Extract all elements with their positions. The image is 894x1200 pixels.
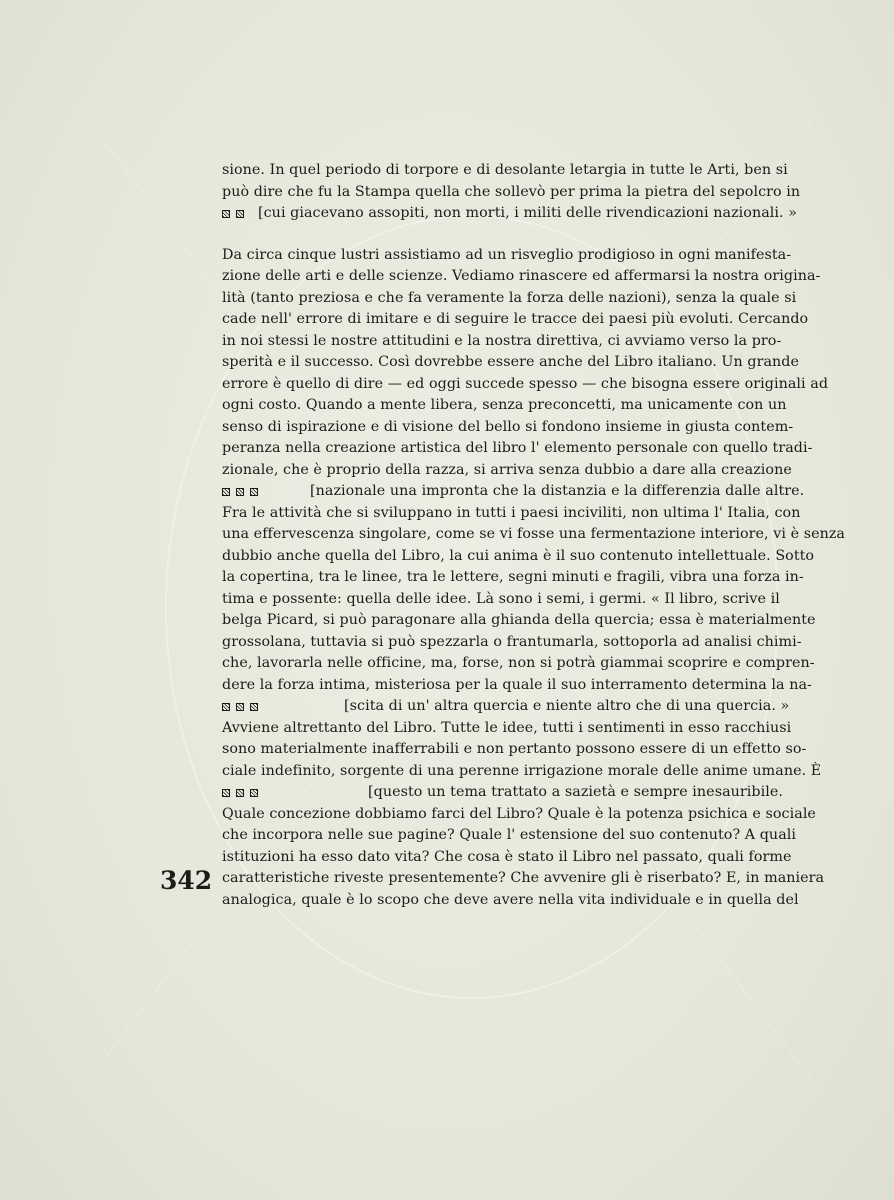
text-line: senso di ispirazione e di visione del bello si fondono insieme in giusta contem-	[222, 418, 794, 435]
text-line: in noi stessi le nostre attitudini e la nostra direttiva, ci avviamo verso la pro-	[222, 332, 782, 349]
square-ornament-icon	[250, 703, 258, 711]
square-ornament-icon	[236, 210, 244, 218]
text-line: che, lavorarla nelle officine, ma, forse, non si potrà giammai scoprire e compren-	[222, 655, 815, 671]
text-line: [scita di un' altra quercia e niente altro che di una quercia. »	[344, 698, 790, 714]
ornament-group	[222, 488, 310, 496]
text-line: grossolana, tuttavia si può spezzarla o frantumarla, sottoporla ad analisi chimi-	[222, 633, 802, 650]
text-line: zionale, che è proprio della razza, si arriva senza dubbio a dare alla creazione	[222, 461, 792, 478]
page-number: 342	[160, 866, 213, 895]
text-line: Quale concezione dobbiamo farci del Libro? Quale è la potenza psichica e sociale	[222, 805, 816, 822]
text-line: la copertina, tra le linee, tra le lettere, segni minuti e fragili, vibra una forza in-	[222, 569, 804, 585]
text-line: [nazionale una impronta che la distanzia e la differenzia dalle altre.	[310, 483, 805, 499]
text-line: [questo un tema trattato a sazietà e sempre inesauribile.	[368, 784, 783, 800]
square-ornament-icon	[236, 789, 244, 797]
body-text	[222, 160, 846, 911]
text-line: istituzioni ha esso dato vita? Che cosa è stato il Libro nel passato, quali forme	[222, 848, 792, 865]
text-line: [cui giacevano assopiti, non morti, i militi delle rivendicazioni nazionali. »	[258, 205, 798, 221]
text-line: Fra le attività che si sviluppano in tutti i paesi inciviliti, non ultima l' Italia, con	[222, 504, 801, 521]
text-line: errore è quello di dire — ed oggi succede spesso — che bisogna essere originali ad	[222, 375, 829, 392]
text-line: peranza nella creazione artistica del libro l' elemento personale con quello tradi-	[222, 440, 813, 456]
text-line: dere la forza intima, misteriosa per la quale il suo interramento determina la na-	[222, 676, 812, 693]
ornament-line	[222, 203, 798, 225]
text-line: analogica, quale è lo scopo che deve avere nella vita individuale e in quella del	[222, 891, 799, 908]
square-ornament-icon	[250, 789, 258, 797]
square-ornament-icon	[250, 488, 258, 496]
text-line: zione delle arti e delle scienze. Vediamo rinascere ed affermarsi la nostra origina-	[222, 268, 821, 284]
text-line: Avviene altrettanto del Libro. Tutte le idee, tutti i sentimenti in esso racchiusi	[222, 719, 792, 736]
square-ornament-icon	[222, 210, 230, 218]
square-ornament-icon	[222, 488, 230, 496]
text-line: una effervescenza singolare, come se vi fosse una fermentazione interiore, vi è senza	[222, 526, 846, 542]
ornament-line	[222, 696, 790, 718]
text-line: Da circa cinque lustri assistiamo ad un risveglio prodigioso in ogni manifesta-	[222, 246, 792, 263]
square-ornament-icon	[236, 703, 244, 711]
square-ornament-icon	[222, 703, 230, 711]
square-ornament-icon	[222, 789, 230, 797]
ornament-group	[222, 210, 258, 218]
ornament-line	[222, 782, 783, 804]
text-line: tima e possente: quella delle idee. Là sono i semi, i germi. « Il libro, scrive il	[222, 590, 780, 607]
ornament-group	[222, 789, 368, 797]
text-line: cade nell' errore di imitare e di seguire le tracce dei paesi più evoluti. Cercando	[222, 311, 809, 327]
ornament-line	[222, 481, 805, 503]
text-line: può dire che fu la Stampa quella che sollevò per prima la pietra del sepolcro in	[222, 183, 801, 200]
text-line: che incorpora nelle sue pagine? Quale l' estensione del suo contenuto? A quali	[222, 827, 797, 843]
text-line: dubbio anche quella del Libro, la cui anima è il suo contenuto intellettuale. Sotto	[222, 547, 815, 564]
text-line: caratteristiche riveste presentemente? Che avvenire gli è riserbato? E, in maniera	[222, 870, 825, 886]
text-line: ciale indefinito, sorgente di una perenne irrigazione morale delle anime umane. È	[222, 762, 822, 779]
text-line: belga Picard, si può paragonare alla ghianda della quercia; essa è materialmente	[222, 612, 816, 628]
text-line: sono materialmente inafferrabili e non pertanto possono essere di un effetto so-	[222, 741, 807, 757]
text-line: sperità e il successo. Così dovrebbe essere anche del Libro italiano. Un grande	[222, 354, 800, 370]
text-line: sione. In quel periodo di torpore e di desolante letargia in tutte le Arti, ben si	[222, 162, 788, 178]
ornament-group	[222, 703, 344, 711]
text-line: ogni costo. Quando a mente libera, senza preconcetti, ma unicamente con un	[222, 397, 787, 413]
text-line: lità (tanto preziosa e che fa veramente la forza delle nazioni), senza la quale si	[222, 289, 797, 306]
square-ornament-icon	[236, 488, 244, 496]
